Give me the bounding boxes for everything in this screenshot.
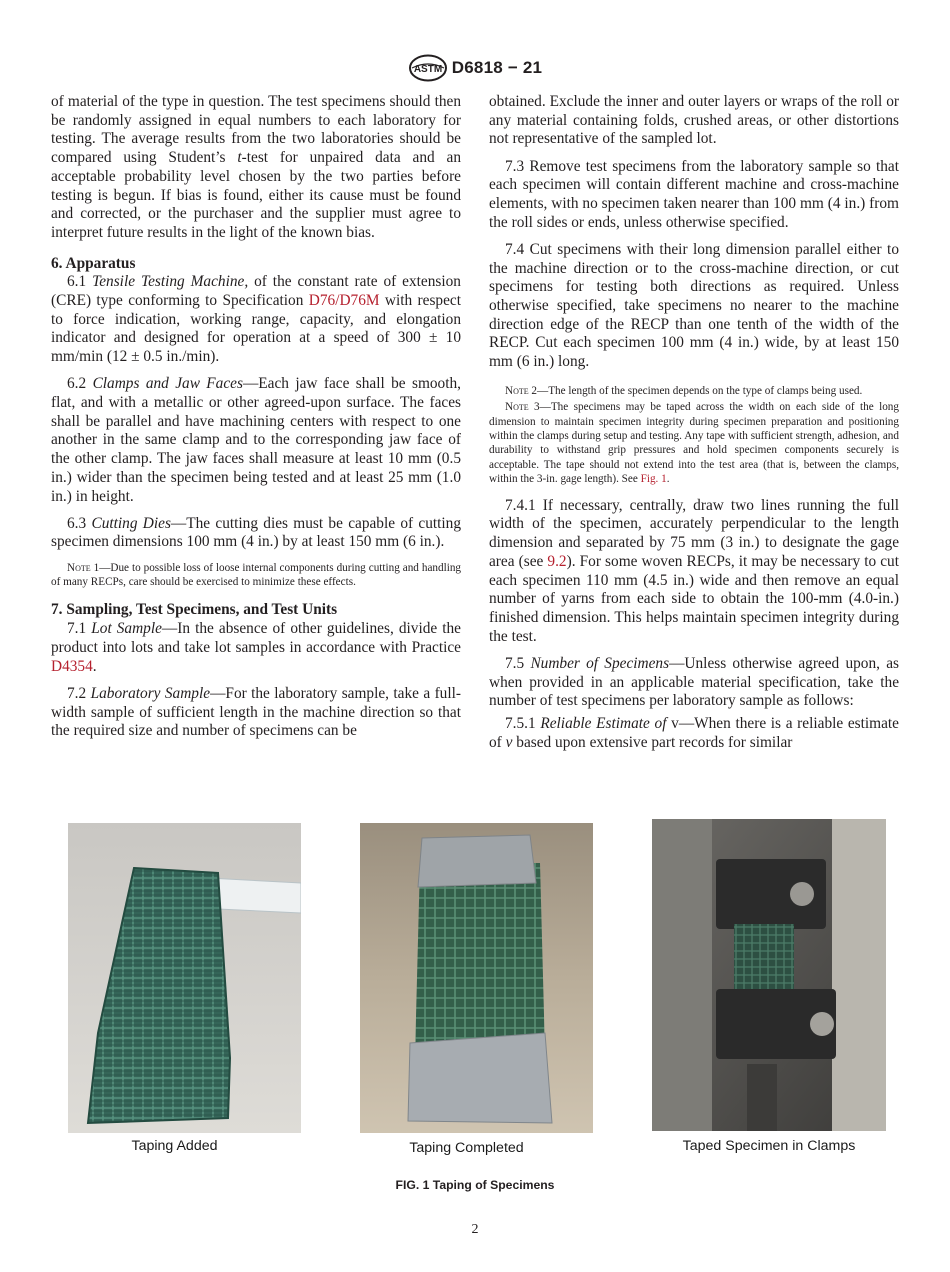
note-3: Note 3—The specimens may be taped across the width on each side of the long dimension to maintain specimen integrity during specimen preparation and positioning within the clamps during setup and testing. Any tape with sufficient strength, adhesion, and durability to withstand grip pressures and hold specimen components securely is acceptable. The tape should not extend into the test area (that is, between the clamps, within the 3-in. gage length). See Fig. 1. — [489, 401, 899, 486]
link-fig-1[interactable]: Fig. 1 — [640, 473, 667, 486]
link-d4354[interactable]: D4354 — [51, 657, 93, 675]
photo-taping-completed — [360, 823, 593, 1133]
svg-text:ASTM: ASTM — [413, 64, 442, 75]
paragraph-7-1: 7.1 Lot Sample—In the absence of other guidelines, divide the product into lots and take lot samples in accordance with Practice D4354. — [51, 620, 461, 675]
paragraph-7-3: 7.3 Remove test specimens from the laboratory sample so that each specimen will contain different machine and cross-machine elements, with no specimen taken nearer than 100 mm (4 in.) from the roll sides or ends, unless otherwise specified. — [489, 157, 899, 231]
section-heading-6: 6. Apparatus — [51, 254, 136, 272]
caption-taping-added: Taping Added — [131, 1138, 218, 1154]
section-heading-7: 7. Sampling, Test Specimens, and Test Units — [51, 601, 338, 619]
paragraph-7-2-continued: obtained. Exclude the inner and outer layers or wraps of the roll or any material containing folds, crushed areas, or other distortions not representative of the sampled lot. — [489, 93, 899, 148]
left-column — [51, 93, 461, 741]
link-9-2[interactable]: 9.2 — [547, 552, 567, 570]
caption-taping-completed: Taping Completed — [409, 1140, 524, 1156]
caption-taped-specimen-in-clamps: Taped Specimen in Clamps — [682, 1138, 856, 1154]
paragraph-7-2: 7.2 Laboratory Sample—For the laboratory sample, take a full-width sample of sufficient length in the machine direction so that the required size and number of specimens can be — [51, 684, 461, 740]
note-2: Note 2—The length of the specimen depends on the type of clamps being used. — [505, 384, 863, 397]
right-column — [489, 93, 899, 752]
paragraph-7-4-1: 7.4.1 If necessary, centrally, draw two lines running the full width of the specimen, accurately perpendicular to the length dimension and separated by 75 mm (3 in.) to designate the gage area (see 9.2). For some woven RECPs, it may be necessary to cut each specimen 110 mm (4.5 in.) wide and then remove an equal number of yarns from each side to obtain the 100-mm (4.0-in.) finished dimension. This helps maintain specimen integrity during the test. — [489, 496, 899, 645]
photo-taping-added — [68, 823, 301, 1133]
note-1: Note 1—Due to possible loss of loose internal components during cutting and handling of many RECPs, care should be exercised to minimize these effects. — [51, 561, 462, 589]
link-d76[interactable]: D76/D76M — [308, 292, 380, 310]
page-header — [0, 54, 950, 82]
paragraph-continued: of material of the type in question. The test specimens should then be randomly assigned in equal numbers to each laboratory for testing. The average results from the two laboratories should be compared using Student’s t-test for unpaired data and an acceptable probability level chosen by the two parties before testing is begun. If bias is found, either its cause must be found and corrected, or the purchaser and the supplier must agree to interpret future results in the light of the known bias. — [51, 93, 461, 241]
paragraph-7-5-1: 7.5.1 Reliable Estimate of v—When there is a reliable estimate of v based upon extensive part records for similar — [489, 714, 899, 751]
photo-taped-specimen-in-clamps — [652, 819, 886, 1131]
astm-logo — [408, 54, 448, 82]
paragraph-7-4: 7.4 Cut specimens with their long dimension parallel either to the machine direction or to the cross-machine direction, or cut specimens for testing both directions as required. Unless otherwise specified, take specimens no nearer to the machine direction edge of the RECP than one tenth of the width of the RECP. Cut each specimen 100 mm (4 in.) wide, by at least 150 mm (6 in.) long. — [489, 240, 899, 371]
page-number: 2 — [471, 1222, 479, 1237]
paragraph-6-2: 6.2 Clamps and Jaw Faces—Each jaw face shall be smooth, flat, and with a metallic or other agreed-upon surface. The faces shall be parallel and have machining centers with respect to one another in the same clamp and to the corresponding jaw face of the other clamp. The jaw faces shall measure at least 10 mm (0.5 in.) wider than the specimen being tested and at least 25 mm (1.0 in.) in height. — [51, 375, 462, 505]
figure-caption: FIG. 1 Taping of Specimens — [395, 1178, 555, 1192]
paragraph-6-3: 6.3 Cutting Dies—The cutting dies must be capable of cutting specimen dimensions 100 mm (4 in.) by at least 150 mm (6 in.). — [51, 514, 462, 551]
paragraph-7-5: 7.5 Number of Specimens—Unless otherwise agreed upon, as when provided in an applicable material specification, take the number of test specimens per laboratory sample as follows: — [489, 654, 900, 710]
document-id: D6818 − 21 — [451, 58, 543, 77]
paragraph-6-1: 6.1 Tensile Testing Machine, of the constant rate of extension (CRE) type conforming to Specification D76/D76M with respect to force indication, working range, capacity, and elongation indicator and designed for operation at a speed of 300 ± 10 mm/min (12 ± 0.5 in./min). — [51, 273, 461, 366]
